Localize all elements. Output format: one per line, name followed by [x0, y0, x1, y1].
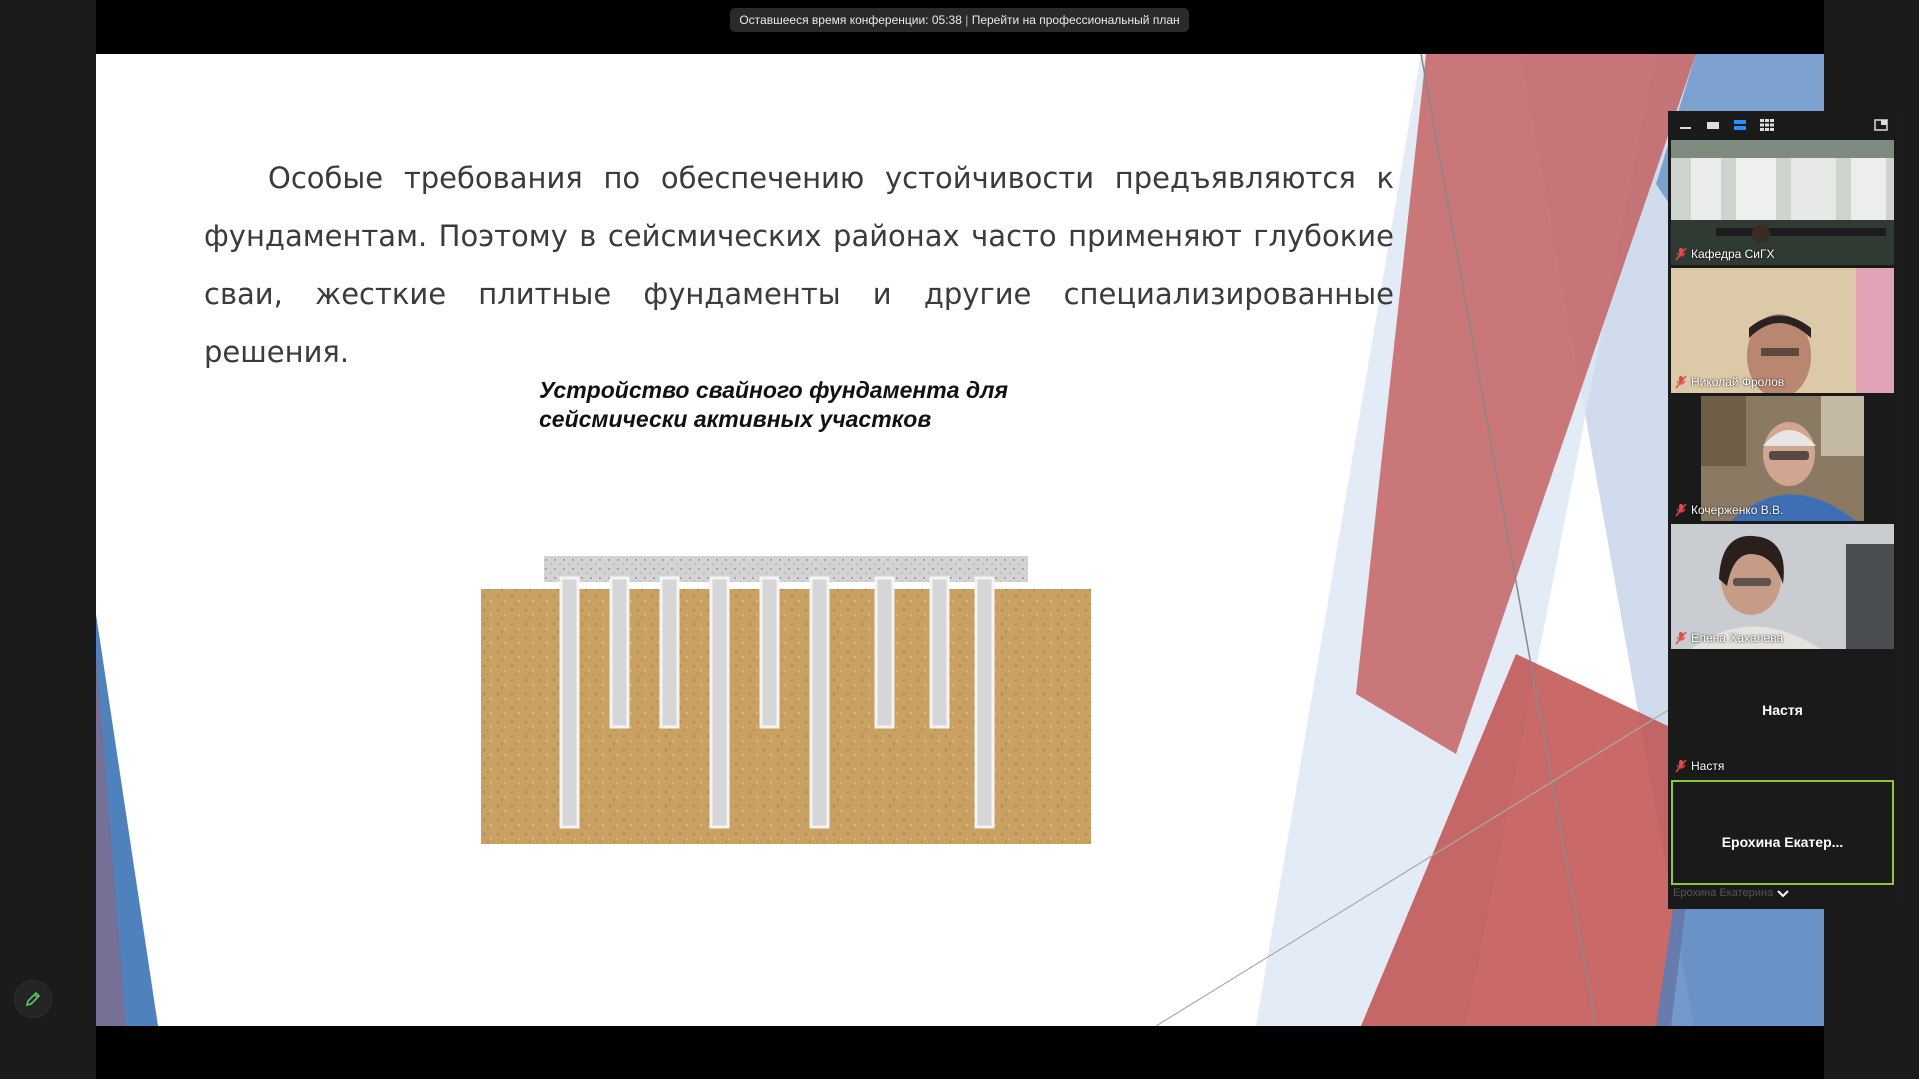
participant-tile[interactable]	[1671, 652, 1894, 777]
shared-slide	[96, 54, 1824, 1026]
mic-off-icon	[1675, 759, 1687, 773]
layout-gallery-icon[interactable]	[1759, 118, 1775, 132]
slide-paragraph: Особые требования по обеспечению устойчивости предъявляются к фундаментам. Поэтому в сейсмических районах часто применяют глубокие сваи, жесткие плитные фундаменты и другие специализированные решения.	[204, 161, 1394, 369]
mic-off-icon	[1675, 503, 1687, 517]
participant-tile-active[interactable]	[1671, 780, 1894, 885]
pile-foundation-diagram	[481, 494, 1091, 844]
layout-strip-icon[interactable]	[1705, 118, 1721, 132]
layout-speaker-icon[interactable]	[1732, 118, 1748, 132]
participant-center-name: Настя	[1762, 702, 1803, 718]
pile-5	[761, 578, 778, 727]
banner-separator: |	[965, 13, 969, 27]
participant-footer-name: Ерохина Екатерина	[1673, 887, 1774, 899]
minimize-icon[interactable]	[1678, 118, 1694, 132]
participant-name: Николай Фролов	[1691, 375, 1785, 389]
diagram-title-line-2: сейсмически активных участков	[539, 406, 932, 432]
participant-name: Настя	[1691, 759, 1725, 773]
diagram-title	[539, 376, 1139, 434]
annotate-button[interactable]	[14, 980, 52, 1018]
mic-off-icon	[1675, 631, 1687, 645]
participant-tile[interactable]	[1671, 524, 1894, 649]
chevron-down-icon[interactable]	[1775, 888, 1791, 900]
remaining-time-text: Оставшееся время конференции: 05:38	[739, 13, 962, 27]
diagram-title-line-1: Устройство свайного фундамента для	[539, 377, 1008, 403]
pile-3	[661, 578, 678, 727]
upgrade-plan-link[interactable]: Перейти на профессиональный план	[971, 13, 1180, 27]
participant-tile[interactable]	[1671, 396, 1894, 521]
pencil-icon	[24, 990, 42, 1008]
pile-2	[611, 578, 628, 727]
participant-name: Кафедра СиГХ	[1691, 247, 1775, 261]
bottom-black-bar	[96, 1026, 1824, 1079]
mic-off-icon	[1675, 247, 1687, 261]
mic-off-icon	[1675, 375, 1687, 389]
participant-center-name: Ерохина Екатер...	[1721, 834, 1844, 850]
popout-icon[interactable]	[1873, 118, 1889, 132]
pile-1	[561, 578, 578, 827]
pile-4	[711, 578, 728, 827]
pile-8	[931, 578, 948, 727]
panel-toolbar	[1668, 111, 1897, 139]
participants-panel	[1668, 111, 1897, 909]
pile-7	[876, 578, 893, 727]
pile-9	[976, 578, 993, 827]
participant-tile[interactable]	[1671, 268, 1894, 393]
conference-time-banner[interactable]	[730, 8, 1189, 32]
participant-name: Елена Хахалева	[1691, 631, 1784, 645]
participant-tile[interactable]	[1671, 140, 1894, 265]
participant-name: Кочерженко В.В.	[1691, 503, 1784, 517]
pile-6	[811, 578, 828, 827]
